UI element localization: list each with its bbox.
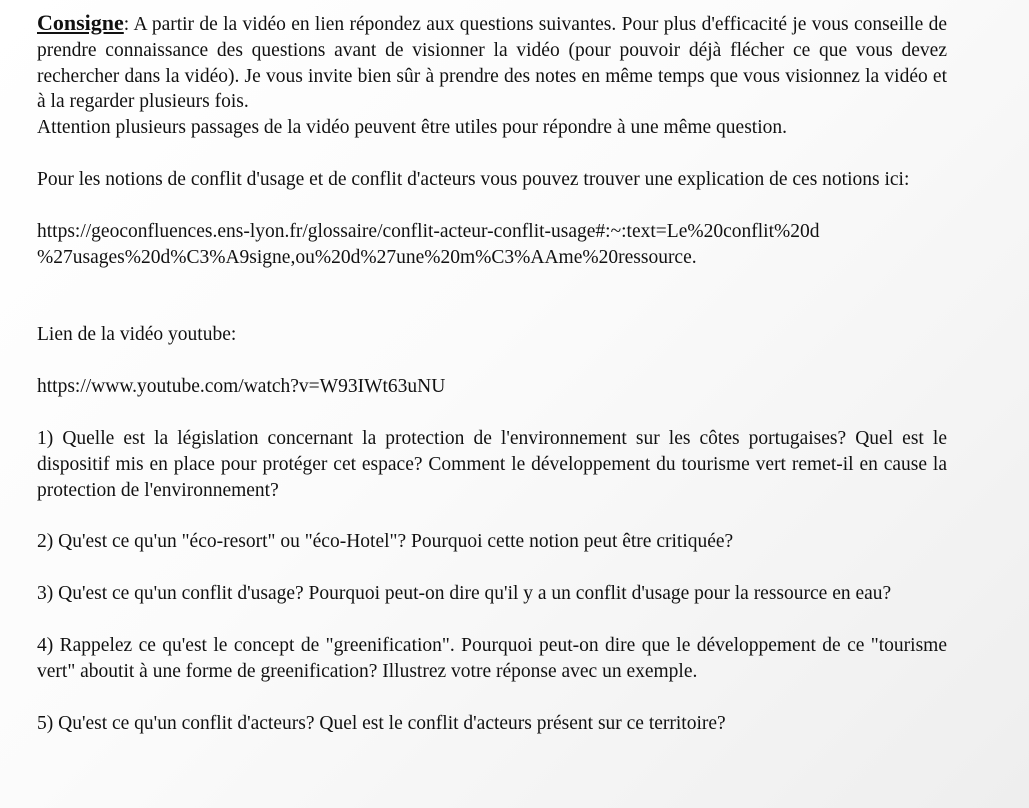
question-2: 2) Qu'est ce qu'un "éco-resort" ou "éco-Hotel"? Pourquoi cette notion peut être critiquée? bbox=[37, 531, 734, 553]
question-5: 5) Qu'est ce qu'un conflit d'acteurs? Quel est le conflit d'acteurs présent sur ce territoire? bbox=[37, 712, 726, 734]
notions-url-line-2[interactable]: %27usages%20d%C3%A9signe,ou%20d%27une%20m%C3%AAme%20ressource. bbox=[37, 246, 697, 268]
consigne-label: Consigne bbox=[37, 10, 124, 35]
question-4: 4) Rappelez ce qu'est le concept de "greenification". Pourquoi peut-on dire que le développement de ce "tourisme vert" aboutit à une forme de greenification? Illustrez votre réponse avec un exemple. bbox=[37, 634, 947, 682]
video-url[interactable]: https://www.youtube.com/watch?v=W93IWt63uNU bbox=[37, 376, 446, 398]
notions-text: Pour les notions de conflit d'usage et de conflit d'acteurs vous pouvez trouver une explication de ces notions ici: bbox=[37, 168, 910, 190]
attention-text: Attention plusieurs passages de la vidéo peuvent être utiles pour répondre à une même question. bbox=[37, 117, 787, 139]
question-1: 1) Quelle est la législation concernant la protection de l'environnement sur les côtes portugaises? Quel est le dispositif mis en place pour protéger cet espace? Comment le développement du tourisme vert remet-il en cause la protection de l'environnement? bbox=[37, 427, 947, 501]
question-3: 3) Qu'est ce qu'un conflit d'usage? Pourquoi peut-on dire qu'il y a un conflit d'usage pour la ressource en eau? bbox=[37, 583, 892, 605]
document-body bbox=[37, 10, 947, 736]
consigne-text: : A partir de la vidéo en lien répondez aux questions suivantes. Pour plus d'efficacité je vous conseille de prendre connaissance des questions avant de visionner la vidéo (pour pouvoir déjà flécher ce que vous devez rechercher dans la vidéo). Je vous invite bien sûr à prendre des notes en même temps que vous visionnez la vidéo et à la regarder plusieurs fois. bbox=[37, 14, 947, 113]
consigne-paragraph bbox=[37, 10, 947, 115]
notions-url-line-1[interactable]: https://geoconfluences.ens-lyon.fr/glossaire/conflit-acteur-conflit-usage#:~:text=Le%20conflit%20d bbox=[37, 220, 820, 242]
video-label: Lien de la vidéo youtube: bbox=[37, 324, 237, 346]
